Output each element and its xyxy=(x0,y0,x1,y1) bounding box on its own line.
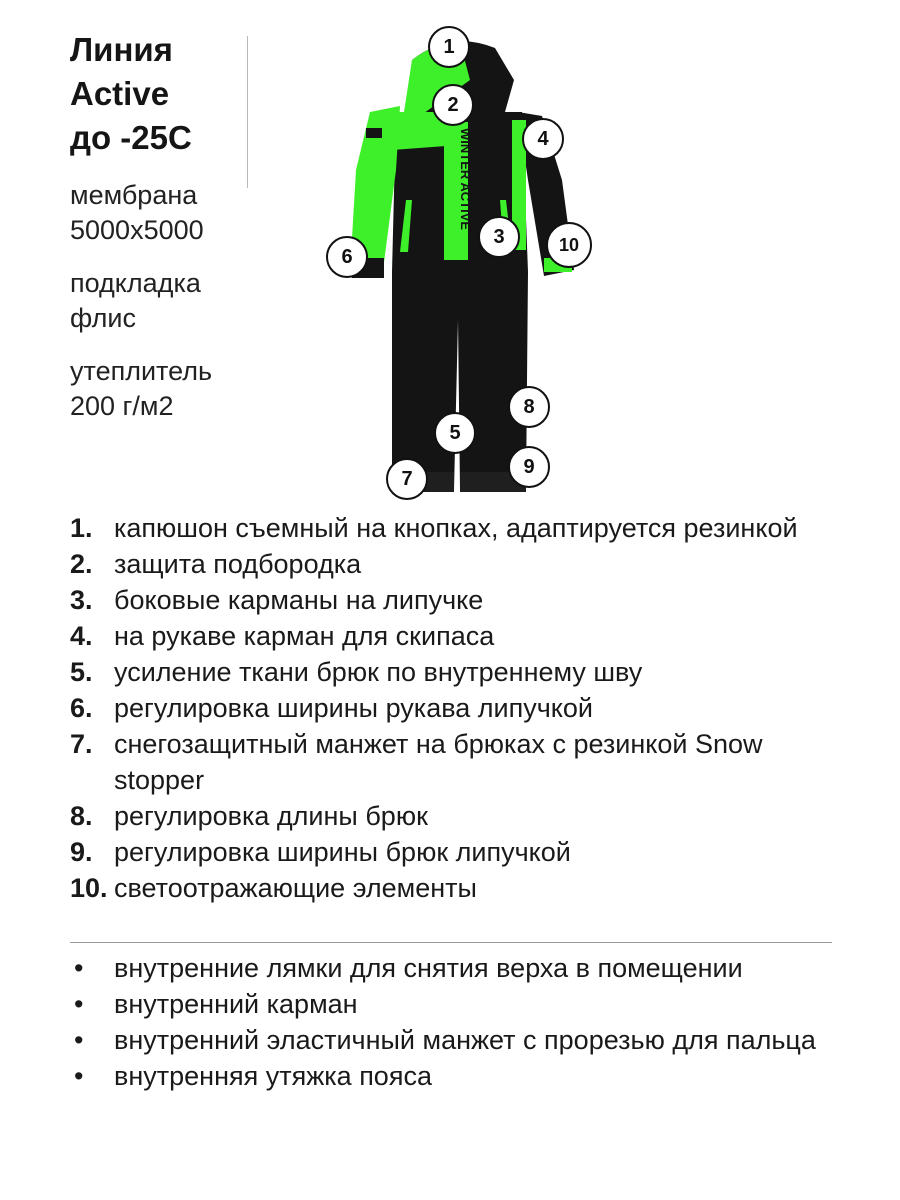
item-text: внутренний карман xyxy=(114,989,358,1019)
callout-5: 5 xyxy=(434,412,476,454)
spec-membrane xyxy=(70,178,330,248)
list-item xyxy=(70,950,830,986)
spec-lining xyxy=(70,266,330,336)
product-line-title xyxy=(70,28,270,160)
list-item xyxy=(70,726,840,798)
callout-4: 4 xyxy=(522,118,564,160)
list-item xyxy=(70,582,840,618)
list-item xyxy=(70,618,840,654)
numbered-feature-list xyxy=(70,510,840,906)
item-number: 6. xyxy=(70,693,93,723)
item-number: 9. xyxy=(70,837,93,867)
specs-block xyxy=(70,178,330,442)
item-number: 1. xyxy=(70,513,93,543)
callout-7: 7 xyxy=(386,458,428,500)
item-number: 10. xyxy=(70,873,108,903)
title-divider xyxy=(247,36,248,188)
callout-3: 3 xyxy=(478,216,520,258)
list-item xyxy=(70,1022,830,1058)
item-number: 7. xyxy=(70,729,93,759)
figure-front-text: WINTER ACTIVE xyxy=(458,128,473,231)
spec-insulation xyxy=(70,354,330,424)
item-text: внутренние лямки для снятия верха в помещении xyxy=(114,953,743,983)
item-text: регулировка ширины рукава липучкой xyxy=(114,693,594,723)
spec-value: флис xyxy=(70,303,136,333)
item-number: 4. xyxy=(70,621,93,651)
bullet-feature-list xyxy=(70,950,830,1094)
item-text: внутренняя утяжка пояса xyxy=(114,1061,432,1091)
bullet-icon: • xyxy=(74,989,84,1019)
item-text: усиление ткани брюк по внутреннему шву xyxy=(114,657,643,687)
list-item xyxy=(70,986,830,1022)
title-line-3: до -25С xyxy=(70,119,192,156)
section-divider xyxy=(70,942,832,943)
callout-8: 8 xyxy=(508,386,550,428)
callout-2: 2 xyxy=(432,84,474,126)
list-item xyxy=(70,798,840,834)
callout-6: 6 xyxy=(326,236,368,278)
list-item xyxy=(70,654,840,690)
title-line-1: Линия xyxy=(70,31,173,68)
spec-value: 5000х5000 xyxy=(70,215,204,245)
callout-1: 1 xyxy=(428,26,470,68)
item-text: защита подбородка xyxy=(114,549,362,579)
bullet-icon: • xyxy=(74,1061,84,1091)
callout-10: 10 xyxy=(546,222,592,268)
spec-label: подкладка xyxy=(70,268,201,298)
callout-9: 9 xyxy=(508,446,550,488)
spec-label: утеплитель xyxy=(70,356,213,386)
item-text: внутренний эластичный манжет с прорезью для пальца xyxy=(114,1025,816,1055)
item-number: 5. xyxy=(70,657,93,687)
item-number: 2. xyxy=(70,549,93,579)
bullet-icon: • xyxy=(74,1025,84,1055)
item-text: капюшон съемный на кнопках, адаптируется резинкой xyxy=(114,513,798,543)
item-text: боковые карманы на липучке xyxy=(114,585,484,615)
bullet-icon: • xyxy=(74,953,84,983)
list-item xyxy=(70,546,840,582)
list-item xyxy=(70,1058,830,1094)
list-item xyxy=(70,870,840,906)
title-line-2: Active xyxy=(70,75,170,112)
item-text: регулировка длины брюк xyxy=(114,801,428,831)
spec-label: мембрана xyxy=(70,180,198,210)
item-number: 8. xyxy=(70,801,93,831)
list-item xyxy=(70,834,840,870)
item-text: на рукаве карман для скипаса xyxy=(114,621,495,651)
item-text: регулировка ширины брюк липучкой xyxy=(114,837,571,867)
item-number: 3. xyxy=(70,585,93,615)
item-text: светоотражающие элементы xyxy=(114,873,477,903)
product-illustration xyxy=(300,20,620,510)
item-text: снегозащитный манжет на брюках с резинкой Snow stopper xyxy=(114,729,763,795)
list-item xyxy=(70,510,840,546)
list-item xyxy=(70,690,840,726)
spec-value: 200 г/м2 xyxy=(70,391,174,421)
